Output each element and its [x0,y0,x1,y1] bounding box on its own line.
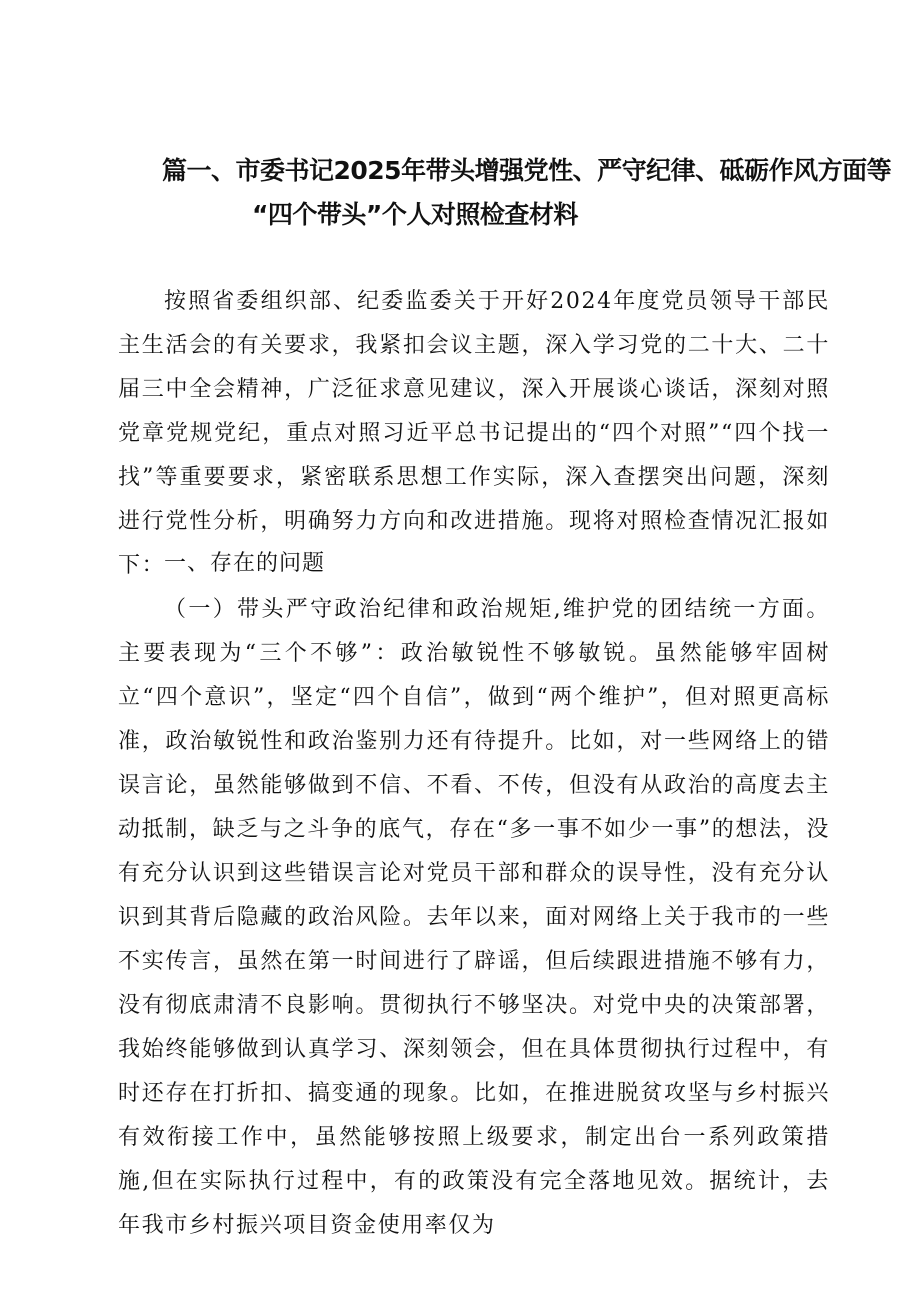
intro-paragraph: 按照省委组织部、纪委监委关于开好2024年度党员领导干部民主生活会的有关要求，我紧扣会议主题，深入学习党的二十大、二十届三中全会精神，广泛征求意见建议，深入开展谈心谈话，深刻对照党章党规党纪，重点对照习近平总书记提出的“四个对照”“四个找一找”等重要要求，紧密联系思想工作实际，深入查摆突出问题，深刻进行党性分析，明确努力方向和改进措施。现将对照检查情况汇报如下： [118,289,830,578]
section-1-paragraph-1: （一）带头严守政治纪律和政治规矩,维护党的团结统一方面。主要表现为“三个不够”：政治敏锐性不够敏锐。虽然能够牢固树立“四个意识”，坚定“四个自信”，做到“两个维护”，但对照更高标准，政治敏锐性和政治鉴别力还有待提升。比如，对一些网络上的错误言论，虽然能够做到不信、不看、不传，但没有从政治的高度去主动抵制，缺乏与之斗争的底气，存在“多一事不如少一事”的想法，没有充分认识到这些错误言论对党员干部和群众的误导性，没有充分认识到其背后隐藏的政治风险。去年以来，面对网络上关于我市的一些不实传言，虽然在第一时间进行了辟谣，但后续跟进措施不够有力，没有彻底肃清不良影响。贯彻执行不够坚决。对党中央的决策部署，我始终能够做到认真学习、深刻领会，但在具体贯彻执行过程中，有时还存在打折扣、搞变通的现象。比如，在推进脱贫攻坚与乡村振兴有效衔接工作中，虽然能够按照上级要求，制定出台一系列政策措施,但在实际执行过程中，有的政策没有完全落地见效。据统计，去年我市乡村振兴项目资金使用率仅为 [118,597,830,1238]
document-title-line-1: 篇一、市委书记2025年带头增强党性、严守纪律、砥砺作风方面等 [162,156,892,185]
section-1-body [118,588,830,1248]
document-title-line-2: “四个带头”个人对照检查材料 [252,200,578,229]
intro-section [118,280,830,588]
section-heading-problems: 一、存在的问题 [164,551,326,576]
